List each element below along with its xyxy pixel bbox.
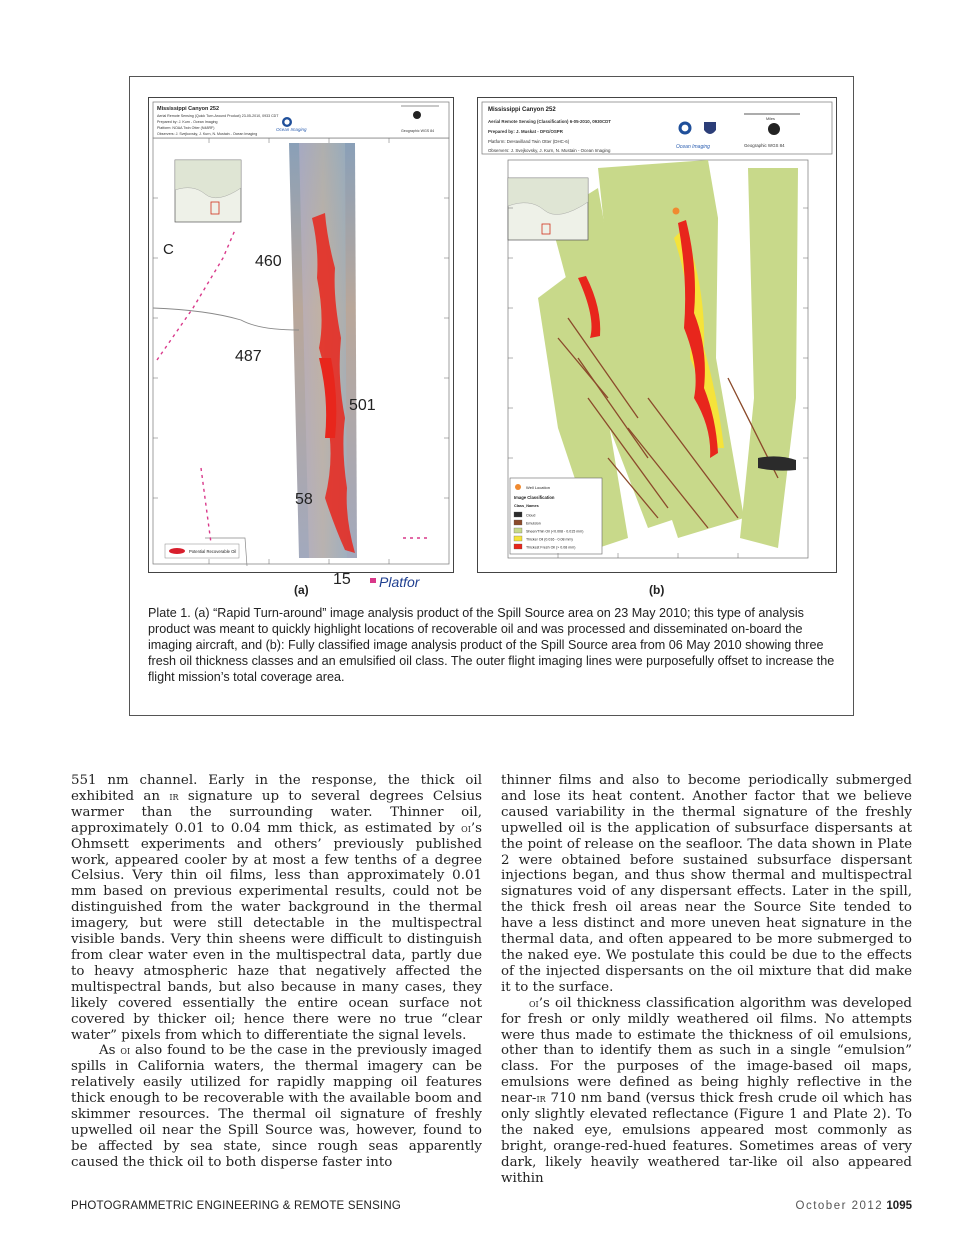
block-label-487: 487 <box>235 348 262 365</box>
left-paragraph-2: As oi also found to be the case in the previously imaged spills in California waters, the thermal imagery can be relatively easily utilized for rapidly mapping oil features thick enough to be recoverable with the available boom and skimmer resources. The thermal oil signature of freshly upwelled oil near the Spill Source was, however, found to be affected by sea state, since rough seas apparently caused the thick oil to both disperse faster into <box>71 1043 482 1170</box>
north-arrow-icon-b <box>768 123 780 135</box>
legend-class-0: Cloud <box>526 513 536 518</box>
side-label-c: C <box>163 241 174 258</box>
panel-a-title: Mississippi Canyon 252 <box>157 106 220 112</box>
footer-journal: PHOTOGRAMMETRIC ENGINEERING & REMOTE SENSING <box>71 1200 401 1212</box>
footer-month: October 2012 <box>795 1200 884 1212</box>
panel-a-platform: Platform: NOAA Twin Otter (N48RF) <box>157 126 215 130</box>
panel-b-prepared: Prepared by: J. Muskat - DFG/OSPR <box>488 129 563 134</box>
cloud-region <box>758 456 796 470</box>
legend-swatch-0 <box>514 512 522 517</box>
figure-caption: Plate 1. (a) “Rapid Turn-around” image analysis product of the Spill Source area on 23 May 2010; this type of analysis product was meant to quickly highlight locations of recoverable oil and was processed and disseminated on-board the imaging aircraft, and (b): Fully classified image analysis product of the Spill Source area from 06 May 2010 showing three fresh oil thickness classes and an emulsified oil class. The outer flight imaging lines were purposefully offset to increase the flight mission’s total coverage area. <box>148 606 835 684</box>
legend-class-2: Sheen/Thin Oil (<0.008 - 0.015 mm) <box>526 529 584 534</box>
right-paragraph-1: thinner films and also to become periodically submerged and lose its heat content. Another factor that we believe caused variability in the thermal signature of the freshly upwelled oil is the application of subsurface dispersants at the point of release on the seafloor. The data shown in Plate 2 were obtained before sustained subsurface dispersant injections began, and thus show thermal and multispectral signatures void of any dispersant effects. Later in the spill, the thick fresh oil areas near the Source Site tended to have a less distinct and more uneven heat signature in the thermal data, and often appeared to be more submerged to the naked eye. We postulate this could be due to the effects of the injected dispersants on the oil mixture that did make it to the surface. <box>501 773 912 995</box>
legend-subtitle: Class_Names <box>514 504 539 508</box>
panel-b-platform: Platform: DeHavilland Twin Otter (DHC-6) <box>488 139 570 144</box>
scale-unit: Miles <box>766 117 775 121</box>
well-location-icon <box>673 208 680 215</box>
panel-a-projection: Geographic WGS 84 <box>401 129 435 133</box>
legend-class-4: Thickest Fresh Oil (> 0.08 mm) <box>526 545 576 550</box>
panel-a-brand: Ocean Imaging <box>276 127 307 132</box>
panel-a-observers: Observers: J. Svejkovsky, J. Kurn, N. Mustain - Ocean Imaging <box>157 132 258 136</box>
legend-swatch-2 <box>514 528 522 533</box>
legend-swatch-4 <box>514 544 522 549</box>
footer-page-number: 1095 <box>886 1200 912 1212</box>
panel-b-legend <box>510 478 602 554</box>
block-label-15: 15 <box>333 571 351 588</box>
right-paragraph-2: oi’s oil thickness classification algorithm was developed for fresh or only mildly weathered oil films. No attempts were thus made to estimate the thickness of oil emulsions, other than to identify them as such in a single “emulsion” class. For the purposes of the image-based oil maps, emulsions were defined as being highly reflective in the near-ir 710 nm band (versus thick fresh crude oil which has only slightly elevated reflectance (Figure 1 and Plate 2). To the naked eye, emulsions appeared most commonly as bright, orange-red-hued features. Sometimes areas of very dark, likely heavily weathered tar-like oil also appeared within <box>501 995 912 1186</box>
panel-a-graphic <box>149 98 453 590</box>
legend-swatch-1 <box>514 520 522 525</box>
panel-b-graphic <box>478 98 836 572</box>
panel-a-label: (a) <box>294 583 309 597</box>
north-arrow-icon <box>413 111 421 119</box>
right-column <box>501 773 912 1187</box>
legend-swatch-3 <box>514 536 522 541</box>
panel-a-subtitle: Aerial Remote Sensing (Quick Turn-Around Product) 23-05-2010, 0933 CDT <box>157 114 279 118</box>
block-label-58: 58 <box>295 491 313 508</box>
legend-potential-oil: Potential Recoverable Oil <box>189 549 237 554</box>
panel-b-map <box>477 97 837 573</box>
footer-page-info <box>796 1200 912 1212</box>
panel-a-prepared: Prepared by: J. Kurn - Ocean Imaging <box>157 120 218 124</box>
left-column <box>71 773 482 1171</box>
block-label-501: 501 <box>349 397 376 414</box>
plate-1-figure <box>129 76 854 716</box>
block-label-460: 460 <box>255 253 282 270</box>
panel-b-brand: Ocean Imaging <box>676 144 710 150</box>
panel-b-title: Mississippi Canyon 252 <box>488 107 556 113</box>
platform-label: Platfor <box>379 574 420 590</box>
legend-well-location: Well Location <box>526 485 550 490</box>
panel-a-map <box>148 97 454 590</box>
panel-b-observers: Observers: J. Svejkovsky, J. Kurn, N. Mustain - Ocean Imaging <box>488 148 611 153</box>
left-paragraph-1: 551 nm channel. Early in the response, the thick oil exhibited an ir signature up to several degrees Celsius warmer than the surrounding water. Thinner oil, approximately 0.01 to 0.04 mm thick, as estimated by oi’s Ohmsett experiments and others’ previously published work, appeared cooler by at most a few tenths of a degree Celsius. Very thin oil films, less than approximately 0.01 mm based on previous experimental results, could not be distinguished from the water background in the thermal imagery, but were still detectable in the multispectral visible bands. Very thin sheens were difficult to distinguish from clear water even in the multispectral data, partly due to heavy atmospheric haze that negatively affected the multispectral bands, but also because in many cases, they likely covered essentially the entire ocean surface not covered by thicker oil; hence there were no true “clear water” pixels from which to differentiate the signal levels. <box>71 773 482 1043</box>
panel-b-subtitle: Aerial Remote Sensing (Classification) 6-05-2010, 0930CDT <box>488 119 611 124</box>
legend-title: Image Classification <box>514 495 555 500</box>
panel-b-label: (b) <box>649 583 665 597</box>
legend-class-3: Thicker Oil (0.016 - 0.08 mm) <box>526 537 573 542</box>
panel-b-projection: Geographic WGS 84 <box>744 143 785 148</box>
legend-class-1: Emulsion <box>526 521 541 526</box>
